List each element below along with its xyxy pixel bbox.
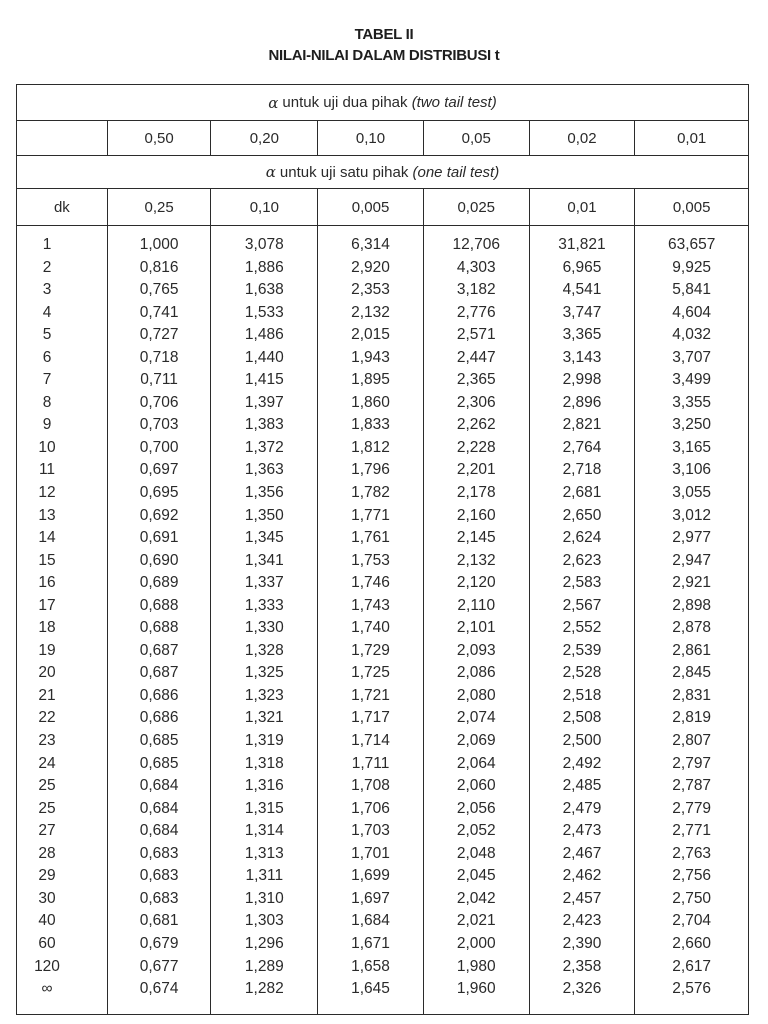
- t-value: 1,330: [244, 619, 284, 637]
- t-value: 2,358: [562, 957, 602, 975]
- t-value: 2,042: [456, 889, 496, 907]
- t-value: 3,747: [562, 303, 602, 321]
- dk-value: 6: [42, 348, 52, 366]
- t-value: 2,896: [562, 393, 602, 411]
- t-value: 1,725: [351, 664, 390, 682]
- dk-value: 5: [42, 326, 52, 344]
- dk-value: 30: [38, 889, 56, 907]
- t-value: 0,686: [139, 709, 179, 727]
- t-value: 2,624: [562, 529, 602, 547]
- t-value: 1,812: [351, 438, 390, 456]
- t-value: 2,681: [562, 484, 602, 502]
- t-value: 2,086: [456, 664, 496, 682]
- t-value: 1,311: [245, 867, 284, 885]
- t-value: 2,845: [672, 664, 712, 682]
- t-value: 2,552: [562, 619, 602, 637]
- t-value: 1,316: [244, 777, 284, 795]
- t-value: 1,886: [244, 258, 284, 276]
- alpha-symbol: α: [268, 93, 279, 112]
- t-value: 2,763: [672, 844, 712, 862]
- t-value: 1,711: [351, 754, 390, 772]
- t-value: 1,761: [351, 529, 390, 547]
- t-value: 9,925: [672, 258, 712, 276]
- t-value: 2,528: [562, 664, 602, 682]
- t-value: 2,064: [456, 754, 496, 772]
- t-value: 0,677: [139, 957, 179, 975]
- t-value: 2,060: [456, 777, 496, 795]
- t-value: 3,165: [672, 438, 712, 456]
- one-tail-alpha-cell: 0,01: [530, 189, 636, 225]
- value-column: [424, 226, 530, 1014]
- dk-value: ∞: [41, 980, 53, 998]
- t-value: 2,000: [456, 934, 496, 952]
- t-value: 2,306: [456, 393, 496, 411]
- dk-value: 40: [38, 912, 56, 930]
- t-value: 1,701: [351, 844, 390, 862]
- t-value: 1,708: [351, 777, 390, 795]
- t-value: 4,032: [672, 326, 712, 344]
- t-value: 2,756: [672, 867, 712, 885]
- t-value: 0,703: [139, 416, 179, 434]
- t-value: 2,998: [562, 371, 602, 389]
- t-value: 1,383: [244, 416, 284, 434]
- t-value: 3,355: [672, 393, 712, 411]
- t-value: 2,479: [562, 799, 602, 817]
- t-value: 2,583: [562, 574, 602, 592]
- t-value: 0,688: [139, 619, 179, 637]
- t-value: 0,684: [139, 822, 179, 840]
- dk-value: 17: [38, 596, 56, 614]
- one-tail-alpha-row: [17, 189, 748, 226]
- one-tail-alpha-cell: 0,10: [211, 189, 318, 225]
- t-value: 2,779: [672, 799, 712, 817]
- t-value: 2,365: [456, 371, 496, 389]
- two-tail-alpha-cell: 0,05: [424, 121, 530, 155]
- dk-value: 21: [38, 686, 56, 704]
- dk-value: 19: [38, 641, 56, 659]
- dk-value: 25: [38, 799, 56, 817]
- t-value: 2,861: [672, 641, 712, 659]
- two-tail-alpha-cell: 0,50: [108, 121, 212, 155]
- one-tail-alpha-cell: 0,25: [108, 189, 212, 225]
- t-value: 0,711: [140, 371, 178, 389]
- t-value: 2,120: [456, 574, 496, 592]
- dk-column: [17, 226, 108, 1014]
- t-value: 1,296: [244, 934, 284, 952]
- t-value: 1,415: [244, 371, 284, 389]
- dk-value: 18: [38, 619, 56, 637]
- t-value: 1,313: [244, 844, 284, 862]
- value-column: [108, 226, 212, 1014]
- dk-header-cell: dk: [17, 189, 108, 225]
- one-tail-label-italic: (one tail test): [412, 163, 500, 181]
- t-value: 2,539: [562, 641, 602, 659]
- t-value: 2,617: [672, 957, 712, 975]
- t-value: 1,684: [351, 912, 390, 930]
- t-value: 1,729: [351, 641, 390, 659]
- dk-value: 9: [42, 416, 52, 434]
- t-value: 1,860: [351, 393, 390, 411]
- t-value: 1,671: [351, 934, 390, 952]
- dk-value: 20: [38, 664, 56, 682]
- t-value: 0,683: [139, 867, 179, 885]
- one-tail-label: untuk uji satu pihak: [279, 163, 409, 181]
- dk-value: 4: [42, 303, 52, 321]
- t-value: 2,776: [456, 303, 496, 321]
- t-value: 1,356: [244, 484, 284, 502]
- t-value: 2,473: [562, 822, 602, 840]
- t-value: 3,143: [562, 348, 602, 366]
- t-value: 31,821: [558, 236, 606, 253]
- t-value: 2,326: [562, 980, 602, 998]
- t-value: 0,690: [139, 551, 179, 569]
- t-value: 0,706: [139, 393, 179, 411]
- t-value: 2,080: [456, 686, 496, 704]
- t-value: 0,674: [139, 980, 179, 998]
- t-value: 2,015: [351, 326, 390, 344]
- t-value: 1,717: [351, 709, 390, 727]
- t-value: 2,110: [457, 596, 496, 614]
- dk-value: 3: [42, 281, 52, 299]
- t-value: 1,319: [244, 732, 284, 750]
- t-value: 2,423: [562, 912, 602, 930]
- dk-value: 11: [38, 461, 56, 479]
- t-value: 2,485: [562, 777, 602, 795]
- t-value: 1,638: [244, 281, 284, 299]
- t-value: 0,689: [139, 574, 179, 592]
- t-value: 2,750: [672, 889, 712, 907]
- t-value: 1,323: [244, 686, 284, 704]
- t-value: 1,333: [244, 596, 284, 614]
- table-body: [17, 226, 748, 1014]
- t-value: 1,533: [244, 303, 284, 321]
- table-title: TABEL II: [354, 26, 414, 43]
- t-value: 0,700: [139, 438, 179, 456]
- t-value: 0,718: [139, 348, 179, 366]
- t-value: 1,753: [351, 551, 390, 569]
- t-value: 2,947: [672, 551, 712, 569]
- two-tail-alpha-cell: 0,01: [677, 129, 707, 147]
- t-value: 0,697: [139, 461, 179, 479]
- t-value: 2,390: [562, 934, 602, 952]
- t-value: 3,182: [456, 281, 496, 299]
- t-value: 1,372: [244, 438, 284, 456]
- t-value: 0,683: [139, 889, 179, 907]
- t-value: 2,132: [456, 551, 496, 569]
- t-value: 1,895: [351, 371, 390, 389]
- t-value: 2,048: [456, 844, 496, 862]
- t-value: 3,365: [562, 326, 602, 344]
- dk-value: 15: [38, 551, 56, 569]
- one-tail-header: [17, 156, 748, 189]
- t-value: 2,447: [456, 348, 496, 366]
- t-value: 2,571: [456, 326, 496, 344]
- value-column: [211, 226, 318, 1014]
- t-value: 2,074: [456, 709, 496, 727]
- t-value: 2,201: [456, 461, 496, 479]
- t-value: 2,821: [562, 416, 602, 434]
- t-value: 1,943: [351, 348, 390, 366]
- t-value: 1,363: [244, 461, 284, 479]
- t-value: 2,262: [456, 416, 496, 434]
- t-value: 2,021: [456, 912, 496, 930]
- one-tail-alpha-cell: 0,005: [318, 189, 424, 225]
- two-tail-label: untuk uji dua pihak: [282, 94, 408, 111]
- t-value: 2,160: [456, 506, 496, 524]
- t-value: 1,486: [244, 326, 284, 344]
- t-value: 1,000: [139, 236, 179, 253]
- t-value: 0,683: [139, 844, 179, 862]
- t-value: 4,604: [672, 303, 712, 321]
- two-tail-alpha-row: [17, 121, 748, 156]
- t-value: 2,492: [562, 754, 602, 772]
- t-value: 2,920: [351, 258, 390, 276]
- t-value: 1,321: [244, 709, 284, 727]
- t-value: 1,310: [244, 889, 284, 907]
- t-value: 4,541: [562, 281, 602, 299]
- two-tail-alpha-cell: 0,10: [318, 121, 424, 155]
- t-value: 1,397: [244, 393, 284, 411]
- dk-value: 28: [38, 844, 56, 862]
- t-value: 1,743: [351, 596, 390, 614]
- t-distribution-table: [16, 84, 749, 1015]
- value-column: [530, 226, 636, 1014]
- one-tail-alpha-cell: 0,025: [424, 189, 530, 225]
- t-value: 2,650: [562, 506, 602, 524]
- t-value: 0,687: [139, 664, 179, 682]
- t-value: 3,250: [672, 416, 712, 434]
- t-value: 6,965: [562, 258, 602, 276]
- t-value: 2,056: [456, 799, 496, 817]
- t-value: 0,687: [139, 641, 179, 659]
- t-value: 2,045: [456, 867, 496, 885]
- t-value: 2,819: [672, 709, 712, 727]
- t-value: 1,699: [351, 867, 390, 885]
- t-value: 12,706: [452, 236, 500, 253]
- empty-header-cell: [17, 121, 108, 155]
- t-value: 2,787: [672, 777, 712, 795]
- t-value: 1,706: [351, 799, 390, 817]
- t-value: 1,771: [351, 506, 390, 524]
- dk-value: 13: [38, 506, 56, 524]
- t-value: 0,684: [139, 777, 179, 795]
- two-tail-label-italic: (two tail test): [411, 94, 497, 111]
- t-value: 0,765: [139, 281, 179, 299]
- t-value: 2,898: [672, 596, 712, 614]
- t-value: 2,764: [562, 438, 602, 456]
- t-value: 1,341: [244, 551, 284, 569]
- t-value: 6,314: [351, 236, 390, 253]
- dk-value: 10: [38, 438, 56, 456]
- t-value: 2,807: [672, 732, 712, 750]
- dk-value: 60: [38, 934, 56, 952]
- t-value: 2,052: [456, 822, 496, 840]
- dk-value: 14: [38, 529, 56, 547]
- dk-value: 23: [38, 732, 56, 750]
- t-value: 4,303: [456, 258, 496, 276]
- t-value: 2,069: [456, 732, 496, 750]
- t-value: 2,467: [562, 844, 602, 862]
- t-value: 2,623: [562, 551, 602, 569]
- t-value: 2,878: [672, 619, 712, 637]
- t-value: 2,771: [672, 822, 712, 840]
- dk-value: 24: [38, 754, 56, 772]
- t-value: 5,841: [672, 281, 712, 299]
- t-value: 0,679: [139, 934, 179, 952]
- t-value: 1,314: [244, 822, 284, 840]
- dk-value: 8: [42, 393, 52, 411]
- t-value: 2,518: [562, 686, 602, 704]
- t-value: 2,457: [562, 889, 602, 907]
- value-column: [318, 226, 424, 1014]
- t-value: 1,782: [351, 484, 390, 502]
- t-value: 3,707: [672, 348, 712, 366]
- t-value: 2,567: [562, 596, 602, 614]
- table-subtitle: NILAI-NILAI DALAM DISTRIBUSI t: [268, 47, 500, 64]
- t-value: 1,703: [351, 822, 390, 840]
- dk-value: 12: [38, 484, 56, 502]
- t-value: 0,816: [139, 258, 179, 276]
- t-value: 1,325: [244, 664, 284, 682]
- t-value: 1,315: [244, 799, 284, 817]
- t-value: 1,345: [244, 529, 284, 547]
- t-value: 0,741: [139, 303, 179, 321]
- t-value: 0,684: [139, 799, 179, 817]
- t-value: 2,921: [672, 574, 712, 592]
- t-value: 2,977: [672, 529, 712, 547]
- t-value: 1,350: [244, 506, 284, 524]
- two-tail-alpha-cell: 0,20: [211, 121, 318, 155]
- t-value: 2,353: [351, 281, 390, 299]
- t-value: 2,500: [562, 732, 602, 750]
- t-value: 3,012: [672, 506, 712, 524]
- dk-value: 29: [38, 867, 56, 885]
- dk-value: 1: [42, 236, 52, 253]
- t-value: 1,714: [351, 732, 390, 750]
- dk-value: 7: [42, 371, 52, 389]
- t-value: 2,704: [672, 912, 712, 930]
- t-value: 1,440: [244, 348, 284, 366]
- t-value: 2,145: [456, 529, 496, 547]
- t-value: 1,721: [351, 686, 390, 704]
- t-value: 2,508: [562, 709, 602, 727]
- dk-value: 120: [34, 957, 60, 975]
- t-value: 1,658: [351, 957, 390, 975]
- t-value: 2,178: [456, 484, 496, 502]
- t-value: 1,645: [351, 980, 390, 998]
- dk-value: 25: [38, 777, 56, 795]
- t-value: 3,055: [672, 484, 712, 502]
- t-value: 1,960: [456, 980, 496, 998]
- t-value: 1,980: [456, 957, 496, 975]
- one-tail-alpha-cell: 0,005: [672, 198, 711, 216]
- t-value: 2,660: [672, 934, 712, 952]
- two-tail-header: [17, 85, 748, 121]
- t-value: 63,657: [667, 236, 716, 253]
- t-value: 0,681: [139, 912, 179, 930]
- dk-value: 16: [38, 574, 56, 592]
- t-value: 0,691: [139, 529, 179, 547]
- t-value: 1,318: [244, 754, 284, 772]
- t-value: 0,685: [139, 732, 179, 750]
- t-value: 3,499: [672, 371, 712, 389]
- t-value: 3,106: [672, 461, 712, 479]
- t-value: 1,833: [351, 416, 390, 434]
- t-value: 1,303: [244, 912, 284, 930]
- value-column: [635, 226, 748, 1014]
- dk-value: 27: [38, 822, 56, 840]
- dk-value: 2: [42, 258, 52, 276]
- t-value: 2,718: [562, 461, 602, 479]
- t-value: 1,697: [351, 889, 390, 907]
- t-value: 2,462: [562, 867, 602, 885]
- two-tail-alpha-cell: 0,02: [530, 121, 636, 155]
- t-value: 0,688: [139, 596, 179, 614]
- t-value: 0,695: [139, 484, 179, 502]
- t-value: 0,727: [139, 326, 179, 344]
- t-value: 1,740: [351, 619, 390, 637]
- t-value: 0,685: [139, 754, 179, 772]
- alpha-symbol: α: [265, 163, 276, 181]
- t-value: 2,093: [456, 641, 496, 659]
- t-value: 2,228: [456, 438, 496, 456]
- t-value: 1,328: [244, 641, 284, 659]
- t-value: 2,101: [456, 619, 496, 637]
- t-value: 2,831: [672, 686, 712, 704]
- t-value: 2,132: [351, 303, 390, 321]
- dk-value: 22: [38, 709, 56, 727]
- t-value: 1,746: [351, 574, 390, 592]
- t-value: 1,289: [244, 957, 284, 975]
- t-value: 1,796: [351, 461, 390, 479]
- t-value: 0,692: [139, 506, 179, 524]
- t-value: 1,282: [244, 980, 284, 998]
- t-value: 0,686: [139, 686, 179, 704]
- t-value: 2,576: [672, 980, 712, 998]
- t-value: 3,078: [244, 236, 284, 253]
- t-value: 2,797: [672, 754, 712, 772]
- t-value: 1,337: [244, 574, 284, 592]
